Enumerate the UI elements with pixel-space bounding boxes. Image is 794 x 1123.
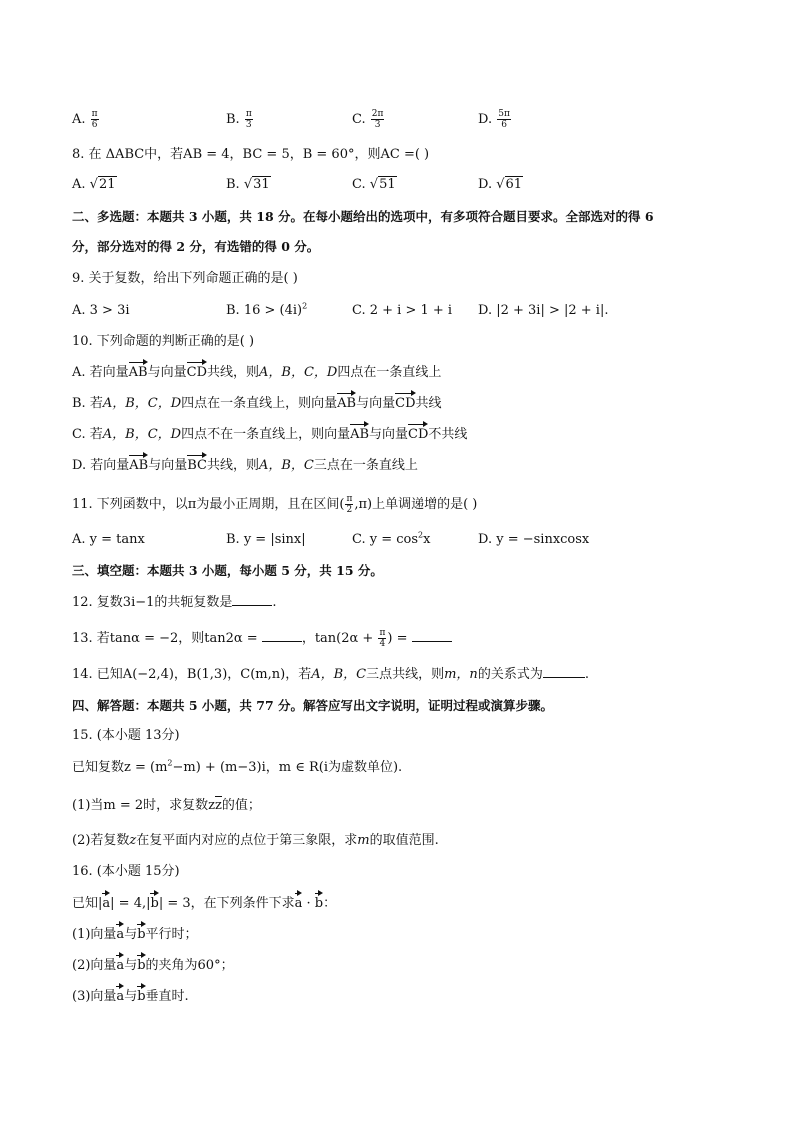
q16-part1: (1)向量a与b平行时； bbox=[72, 927, 198, 942]
q13-fraction: $\frac{\pi}{4}$ bbox=[379, 628, 386, 649]
q7-option-b: B. $\frac{\pi}{3}$ bbox=[226, 109, 252, 130]
q13-answer-blank-1 bbox=[262, 629, 302, 642]
q13-stem: 13. 若tanα = −2，则tan2α = ，tan(2α + $\frac{\pi}{4}$ ) = bbox=[72, 628, 452, 649]
q14-answer-blank bbox=[543, 665, 585, 678]
q12-stem: 12. 复数3i−1的共轭复数是 . bbox=[72, 595, 277, 610]
q7-option-d: D. $\frac{5\pi}{6}$ bbox=[478, 109, 510, 130]
q7-option-a-fraction: $\frac{\pi}{6}$ bbox=[91, 109, 98, 130]
q10-option-d: D. 若向量AB与向量BC共线，则A，B，C三点在一条直线上 bbox=[72, 458, 418, 473]
q8-stem: 8. 在 ΔABC中，若AB = 4，BC = 5，B = 60°，则AC =( ) bbox=[72, 147, 430, 162]
q15-stem: 已知复数$z = (m^2-m) + (m-3)i$，m ∈ R(i为虚数单位). bbox=[72, 758, 403, 775]
q8-option-d: D. √61 bbox=[478, 177, 523, 192]
q16-heading: 16. (本小题 15分) bbox=[72, 864, 180, 879]
section4-heading: 四、解答题：本题共 5 小题，共 77 分。解答应写出文字说明，证明过程或演算步骤。 bbox=[72, 698, 554, 713]
q9-option-b: B. $16 > (4i)^2$ bbox=[226, 301, 308, 318]
q11-stem: 11. 下列函数中，以π为最小正周期，且在区间( $\frac{\pi}{2}$ ,π)上单调递增的是( ) bbox=[72, 494, 478, 515]
q7-option-c: C. $\frac{2\pi}{3}$ bbox=[352, 109, 384, 130]
q16-part2: (2)向量a与b的夹角为60°； bbox=[72, 958, 234, 973]
q11-interval-fraction: $\frac{\pi}{2}$ bbox=[346, 494, 353, 515]
q10-stem: 10. 下列命题的判断正确的是( ) bbox=[72, 334, 255, 349]
q9-option-c: C. 2 + i > 1 + i bbox=[352, 303, 453, 318]
q7-option-b-fraction: $\frac{\pi}{3}$ bbox=[245, 109, 252, 130]
q9-option-d: D. |2 + 3i| > |2 + i|. bbox=[478, 303, 609, 318]
q15-heading: 15. (本小题 13分) bbox=[72, 728, 180, 743]
q11-option-b: B. y = |sinx| bbox=[226, 532, 306, 547]
q11-option-c: C. $y = \cos^2x$ bbox=[352, 530, 431, 547]
section2-heading-line1: 二、多选题：本题共 3 小题，共 18 分。在每小题给出的选项中，有多项符合题目要求。全部选对的得 6 bbox=[72, 209, 654, 224]
q10-option-b: B. 若A，B，C，D四点在一条直线上，则向量AB与向量CD共线 bbox=[72, 396, 442, 411]
q11-option-d: D. y = −sinxcosx bbox=[478, 532, 590, 547]
q7-option-d-fraction: $\frac{5\pi}{6}$ bbox=[498, 109, 510, 130]
q15-part2: (2)若复数z在复平面内对应的点位于第三象限，求m的取值范围. bbox=[72, 833, 439, 848]
q16-part3: (3)向量a与b垂直时. bbox=[72, 989, 189, 1004]
section3-heading: 三、填空题：本题共 3 小题，每小题 5 分，共 15 分。 bbox=[72, 563, 383, 578]
q9-stem: 9. 关于复数，给出下列命题正确的是( ) bbox=[72, 271, 298, 286]
q14-stem: 14. 已知A(−2,4)，B(1,3)，C(m,n)，若A，B，C三点共线，则m，n的关系式为 . bbox=[72, 667, 589, 682]
q15-part1: (1)当m = 2时，求复数zz的值； bbox=[72, 798, 261, 813]
q9-option-a: A. 3 > 3i bbox=[72, 303, 130, 318]
q13-answer-blank-2 bbox=[412, 629, 452, 642]
q8-option-b: B. √31 bbox=[226, 177, 270, 192]
q8-option-a: A. √21 bbox=[72, 177, 116, 192]
q12-answer-blank bbox=[232, 593, 272, 606]
q10-option-c: C. 若A，B，C，D四点不在一条直线上，则向量AB与向量CD不共线 bbox=[72, 427, 468, 442]
q16-stem: 已知|a| = 4,|b| = 3，在下列条件下求a · b： bbox=[72, 896, 337, 911]
q7-option-a: A. $\frac{\pi}{6}$ bbox=[72, 109, 98, 130]
q10-option-a: A. 若向量AB与向量CD共线，则A，B，C，D四点在一条直线上 bbox=[72, 365, 442, 380]
q8-option-c: C. √51 bbox=[352, 177, 396, 192]
q7-option-c-fraction: $\frac{2\pi}{3}$ bbox=[371, 109, 384, 130]
q11-option-a: A. y = tanx bbox=[72, 532, 145, 547]
section2-heading-line2: 分，部分选对的得 2 分，有选错的得 0 分。 bbox=[72, 239, 320, 254]
